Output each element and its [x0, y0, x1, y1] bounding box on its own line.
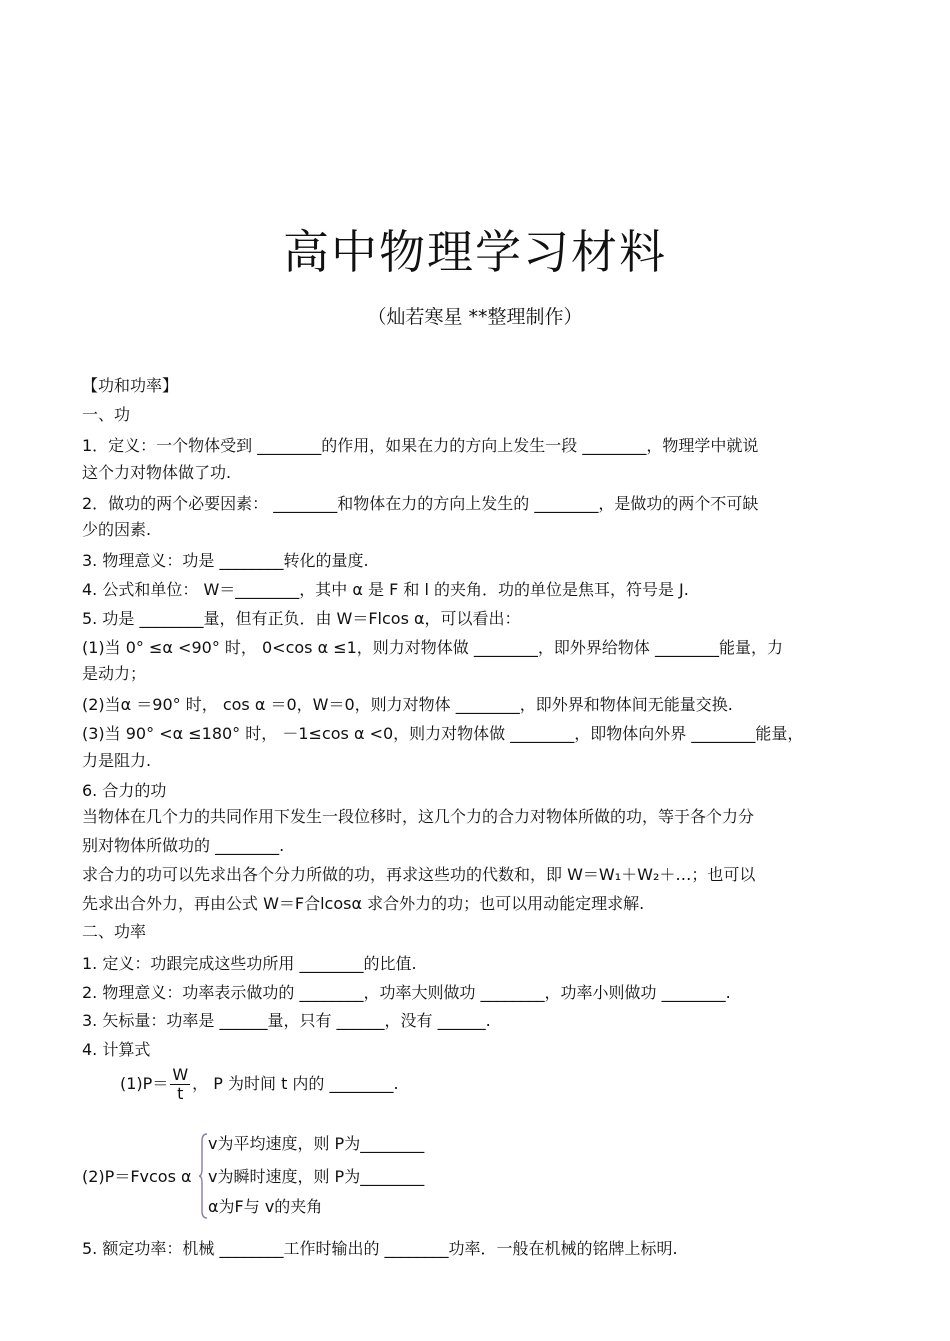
formula-heading: 4. 计算式 — [82, 1040, 151, 1059]
power-scalar-line: 3. 矢标量：功率是 ______量，只有 ______，没有 ______. — [82, 1011, 491, 1030]
fraction-denominator: t — [177, 1084, 184, 1103]
power-meaning-line: 2. 物理意义：功率表示做功的 ________，功率大则做功 ________，功率小则做功 ________. — [82, 983, 731, 1002]
definition-line-1: 1．定义：一个物体受到 ________的作用，如果在力的方向上发生一段 ________，物理学中就说 — [82, 436, 759, 455]
factors-line-2: 少的因素. — [82, 520, 152, 539]
power-definition-line: 1. 定义：功跟完成这些功所用 ________的比值. — [82, 954, 417, 973]
page-title: 高中物理学习材料 — [283, 225, 667, 279]
definition-line-2: 这个力对物体做了功. — [82, 463, 232, 482]
scalar-line: 5. 功是 ________量，但有正负．由 W＝Flcos α，可以看出： — [82, 609, 521, 628]
case1-line-2: 是动力； — [82, 664, 147, 683]
part1-heading: 一、功 — [82, 405, 131, 424]
fraction-numerator: W — [172, 1065, 189, 1084]
formula-line: 4. 公式和单位： W＝________，其中 α 是 F 和 l 的夹角．功的单位是焦耳，符号是 J. — [82, 580, 689, 599]
rated-power-line: 5. 额定功率：机械 ________工作时输出的 ________功率．一般在机械的铭牌上标明. — [82, 1239, 678, 1258]
factors-line-1: 2．做功的两个必要因素： ________和物体在力的方向上发生的 ________，是做功的两个不可缺 — [82, 494, 759, 513]
meaning-line: 3. 物理意义：功是 ________转化的量度. — [82, 551, 369, 570]
section-header: 【功和功率】 — [82, 376, 179, 395]
brace-line-instant: v为瞬时速度，则 P为________ — [208, 1167, 425, 1186]
brace-line-average: v为平均速度，则 P为________ — [208, 1134, 425, 1153]
net-work-line-3: 求合力的功可以先求出各个分力所做的功，再求这些功的代数和，即 W＝W₁＋W₂＋…；也可以 — [82, 865, 756, 884]
page-subtitle: （灿若寒星 **整理制作） — [367, 306, 583, 328]
case3-line-1: (3)当 90° <α ≤180° 时， －1≤cos α <0，则力对物体做 ________，即物体向外界 ________能量， — [82, 724, 804, 743]
net-work-line-4: 先求出合外力，再由公式 W＝F合lcosα 求合外力的功；也可以用动能定理求解. — [82, 894, 645, 913]
case1-line-1: (1)当 0° ≤α <90° 时， 0<cos α ≤1，则力对物体做 ________，即外界给物体 ________能量，力 — [82, 638, 783, 657]
instant-power-formula: (2)P＝Fvcos α — [82, 1167, 192, 1186]
net-work-heading: 6. 合力的功 — [82, 781, 167, 800]
average-power-formula — [120, 1066, 930, 1103]
formula-suffix: ， P 为时间 t 内的 ________. — [192, 1074, 399, 1093]
case3-line-2: 力是阻力. — [82, 751, 152, 770]
left-brace-icon — [198, 1133, 208, 1219]
formula-prefix: (1)P＝ — [120, 1074, 169, 1093]
net-work-line-2: 别对物体所做功的 ________. — [82, 836, 285, 855]
brace-line-angle: α为F与 v的夹角 — [208, 1197, 323, 1216]
net-work-line-1: 当物体在几个力的共同作用下发生一段位移时，这几个力的合力对物体所做的功，等于各个力分 — [82, 807, 755, 826]
case2-line: (2)当α ＝90° 时， cos α ＝0，W＝0，则力对物体 ________，即外界和物体间无能量交换. — [82, 695, 733, 714]
fraction — [170, 1066, 190, 1103]
part2-heading: 二、功率 — [82, 922, 147, 941]
